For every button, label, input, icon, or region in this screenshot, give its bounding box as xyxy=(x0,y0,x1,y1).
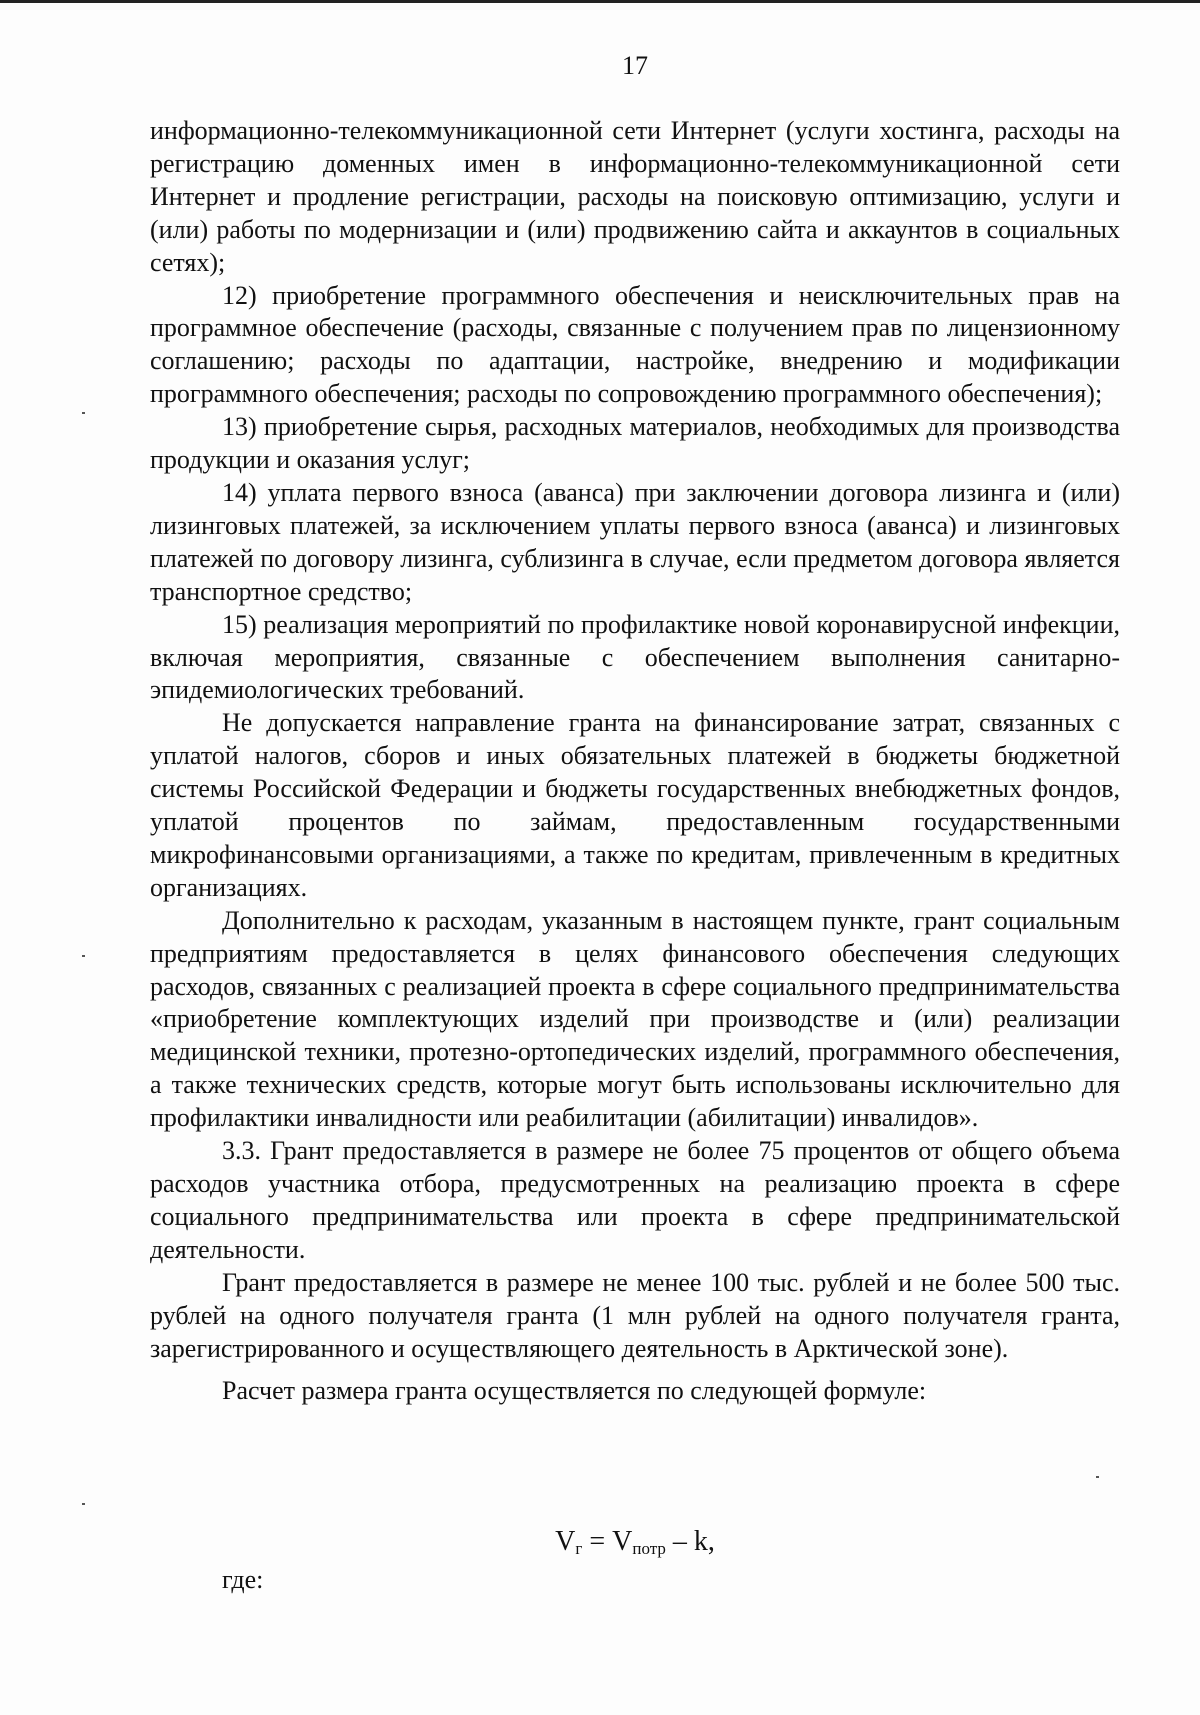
body-text xyxy=(150,115,1120,1408)
formula-rhs-symbol: V xyxy=(612,1526,633,1557)
paragraph-item-12-software: 12) приобретение программного обеспечения и неисключительных прав на программное обеспечение (расходы, связанные с получением прав по лицензионному соглашению; расходы по адаптации, настройке, внедрению и модификации программного обеспечения; расходы по сопровождению программного обеспечения); xyxy=(150,280,1120,409)
paragraph-item-14-leasing: 14) уплата первого взноса (аванса) при заключении договора лизинга и (или) лизинговых платежей, за исключением уплаты первого взноса (аванса) и лизинговых платежей по договору лизинга, сублизинга в случае, если предметом договора является транспортное средство; xyxy=(150,477,1120,606)
paragraph-section-3-3: 3.3. Грант предоставляется в размере не более 75 процентов от общего объема расходов участника отбора, предусмотренных на реализацию проекта в сфере социального предпринимательства или проекта в сфере предпринимательской деятельности. xyxy=(150,1136,1120,1264)
paragraph-prohibited-expenses: Не допускается направление гранта на финансирование затрат, связанных с уплатой налогов, сборов и иных обязательных платежей в бюджеты бюджетной системы Российской Федерации и бюджеты государственных внебюджетных фондов, уплатой процентов по займам, предоставленным государственными микрофинансовыми организациями, а также по кредитам, привлеченным в кредитных организациях. xyxy=(150,708,1120,902)
paragraph-grant-amount: Грант предоставляется в размере не менее 100 тыс. рублей и не более 500 тыс. рублей на одного получателя гранта (1 млн рублей на одного получателя гранта, зарегистрированного и осуществляющего деятельность в Арктической зоне). xyxy=(150,1267,1120,1363)
scan-speck xyxy=(1096,1476,1099,1478)
formula-lhs-subscript: г xyxy=(575,1539,583,1558)
paragraph-calculation-intro: Расчет размера гранта осуществляется по следующей формуле: xyxy=(222,1376,927,1406)
formula-equals: = xyxy=(582,1526,613,1557)
scan-top-border xyxy=(0,0,1200,3)
formula-lhs-symbol: V xyxy=(555,1526,576,1557)
formula-rhs-subscript: потр xyxy=(632,1539,666,1558)
paragraph-item-15-coronavirus: 15) реализация мероприятий по профилактике новой коронавирусной инфекции, включая мероприятия, связанные с обеспечением выполнения санитарно-эпидемиологических требований. xyxy=(150,609,1120,705)
paragraph-social-enterprises: Дополнительно к расходам, указанным в настоящем пункте, грант социальным предприятиям предоставляется в целях финансового обеспечения следующих расходов, связанных с реализацией проекта в сфере социального предпринимательства «приобретение комплектующих изделий при производстве и (или) реализации медицинской техники, протезно-ортопедических изделий, программного обеспечения, а также технических средств, которые могут быть использованы исключительно для профилактики инвалидности или реабилитации (абилитации) инвалидов». xyxy=(150,905,1120,1133)
page-number: 17 xyxy=(622,51,648,80)
paragraph-hosting-expenses: информационно-телекоммуникационной сети Интернет (услуги хостинга, расходы на регистрацию доменных имен в информационно-телекоммуникационной сети Интернет и продление регистрации, расходы на поисковую оптимизацию, услуги и (или) работы по модернизации и (или) продвижению сайта и аккаунтов в социальных сетях); xyxy=(150,116,1120,277)
scan-speck xyxy=(82,1503,85,1505)
scan-speck xyxy=(82,955,85,957)
grant-formula xyxy=(0,1525,1200,1566)
scan-speck xyxy=(82,412,85,414)
paragraph-item-13-materials: 13) приобретение сырья, расходных материалов, необходимых для производства продукции и оказания услуг; xyxy=(150,412,1120,475)
where-label: где: xyxy=(222,1565,264,1594)
formula-tail: – k, xyxy=(665,1526,715,1557)
